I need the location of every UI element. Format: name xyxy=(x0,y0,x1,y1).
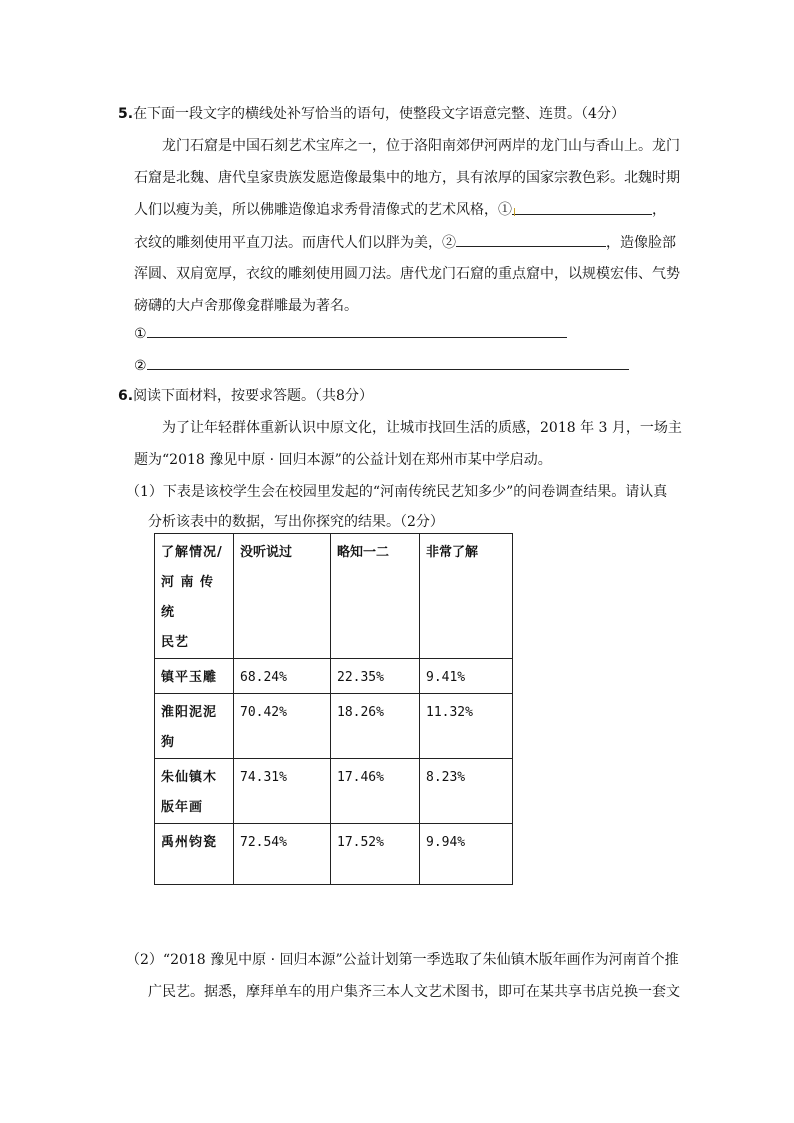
table-cell: 74.31% xyxy=(234,759,331,824)
header-cell-line: 了解情况/ xyxy=(161,545,223,560)
q5-number: 5. xyxy=(118,106,134,122)
header-cell-category xyxy=(155,534,234,659)
row-label-line: 朱仙镇木 xyxy=(161,770,218,785)
q6-number: 6. xyxy=(118,388,134,404)
row-label-line: 淮阳泥泥 xyxy=(161,705,218,720)
table-row xyxy=(155,694,513,759)
q5-passage-line-4-text: 衣纹的雕刻使用平直刀法。而唐代人们以胖为美，② xyxy=(134,235,456,251)
table-row xyxy=(155,659,513,694)
q5-prompt xyxy=(118,104,625,124)
answer-blank-1[interactable] xyxy=(512,200,652,215)
q6-prompt xyxy=(118,386,373,406)
table-cell: 18.26% xyxy=(331,694,420,759)
q6-sub2-line-1: （2）“2018 豫见中原 · 回归本源”公益计划第一季选取了朱仙镇木版年画作为河南首个推 xyxy=(126,952,679,968)
q5-passage-line-3-text: 人们以瘦为美，所以佛雕造像追求秀骨清像式的艺术风格，① xyxy=(134,202,512,218)
table-cell: 9.94% xyxy=(420,824,513,885)
answer-line-1[interactable] xyxy=(134,323,567,344)
q6-intro-line-2: 题为“2018 豫见中原 · 回归本源”的公益计划在郑州市某中学启动。 xyxy=(134,452,552,468)
header-cell-know-well: 非常了解 xyxy=(420,534,513,659)
row-label: 禹州钧瓷 xyxy=(155,824,234,885)
header-cell-line: 民艺 xyxy=(161,635,190,650)
answer-line-2[interactable] xyxy=(134,355,629,376)
q5-passage-line-4-end: ，造像脸部 xyxy=(606,235,676,251)
header-cell-line: 河 南 传 统 xyxy=(161,575,215,620)
row-label: 镇平玉雕 xyxy=(155,659,234,694)
q5-passage-line-5: 浑圆、双肩宽厚，衣纹的雕刻使用圆刀法。唐代龙门石窟的重点窟中，以规模宏伟、气势 xyxy=(134,266,680,282)
answer-line-1-rule[interactable] xyxy=(147,323,567,338)
table-cell: 8.23% xyxy=(420,759,513,824)
table-header-row xyxy=(155,534,513,659)
table-row xyxy=(155,824,513,885)
q6-sub2-line-2: 广民艺。据悉，摩拜单车的用户集齐三本人文艺术图书，即可在某共享书店兑换一套文 xyxy=(148,984,680,1000)
header-cell-never-heard: 没听说过 xyxy=(234,534,331,659)
row-label xyxy=(155,759,234,824)
table-cell: 68.24% xyxy=(234,659,331,694)
table-row xyxy=(155,759,513,824)
q6-intro-line-1: 为了让年轻群体重新认识中原文化，让城市找回生活的质感，2018 年 3 月，一场主 xyxy=(162,420,682,436)
table-cell: 70.42% xyxy=(234,694,331,759)
row-label xyxy=(155,694,234,759)
q5-passage-line-4 xyxy=(134,232,676,253)
answer-line-2-rule[interactable] xyxy=(147,355,629,370)
q5-passage-line-1: 龙门石窟是中国石刻艺术宝库之一，位于洛阳南郊伊河两岸的龙门山与香山上。龙门 xyxy=(162,138,680,154)
table-cell: 9.41% xyxy=(420,659,513,694)
q5-prompt-text: 在下面一段文字的横线处补写恰当的语句，使整段文字语意完整、连贯。（4分） xyxy=(133,106,625,122)
row-label-line: 版年画 xyxy=(161,800,204,815)
q5-passage-line-2: 石窟是北魏、唐代皇家贵族发愿造像最集中的地方，具有浓厚的国家宗教色彩。北魏时期 xyxy=(134,170,680,186)
answer-blank-2[interactable] xyxy=(456,232,606,247)
table-cell: 22.35% xyxy=(331,659,420,694)
q6-prompt-text: 阅读下面材料，按要求答题。（共8分） xyxy=(133,388,373,404)
survey-table xyxy=(154,533,513,885)
q5-passage-line-3 xyxy=(134,200,666,220)
table-cell: 11.32% xyxy=(420,694,513,759)
table-cell: 17.52% xyxy=(331,824,420,885)
table-cell: 17.46% xyxy=(331,759,420,824)
answer-1-marker: ① xyxy=(134,326,147,342)
q5-passage-line-6: 磅礴的大卢舍那像龛群雕最为著名。 xyxy=(134,298,358,314)
q6-sub1-line-2: 分析该表中的数据，写出你探究的结果。（2分） xyxy=(148,514,444,530)
header-cell-know-a-little: 略知一二 xyxy=(331,534,420,659)
row-label-line: 狗 xyxy=(161,735,176,750)
answer-2-marker: ② xyxy=(134,358,147,374)
table-cell: 72.54% xyxy=(234,824,331,885)
q6-sub1-line-1: （1）下表是该校学生会在校园里发起的“河南传统民艺知多少”的问卷调查结果。请认真 xyxy=(126,484,668,500)
q5-passage-line-3-end: ， xyxy=(652,202,666,218)
